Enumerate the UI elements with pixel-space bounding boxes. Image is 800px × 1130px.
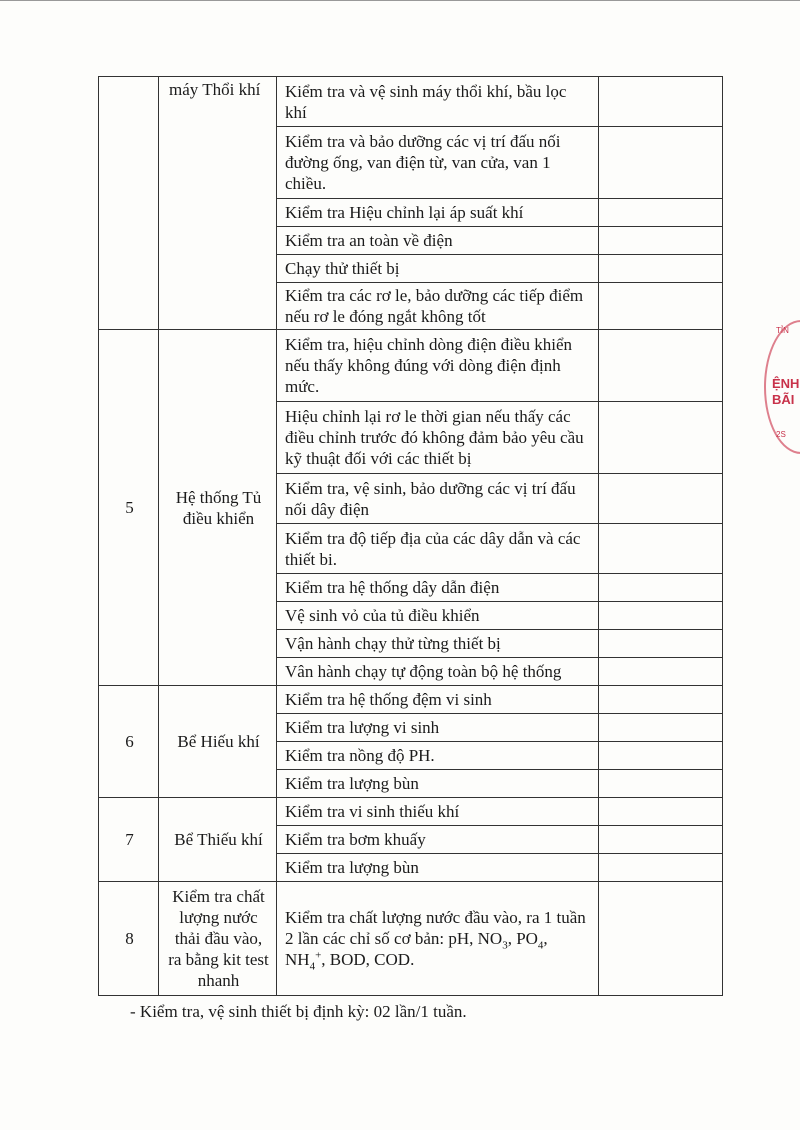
task-description: Hiệu chỉnh lại rơ le thời gian nếu thấy các điều chỉnh trước đó không đảm bảo yêu cầu kỹ thuật đối với các thiết bị — [277, 402, 599, 474]
task-description: Kiểm tra bơm khuấy — [277, 826, 599, 854]
task-text-part: 4 — [309, 960, 316, 973]
check-cell — [599, 227, 723, 255]
check-cell — [599, 882, 723, 996]
check-cell — [599, 199, 723, 227]
table-row — [99, 686, 723, 714]
task-description: Kiểm tra lượng vi sinh — [277, 714, 599, 742]
task-text-part: 3 — [502, 939, 508, 952]
task-description: Vệ sinh vỏ của tủ điều khiển — [277, 602, 599, 630]
red-seal-stamp — [764, 320, 800, 450]
task-description: Kiểm tra nồng độ PH. — [277, 742, 599, 770]
table-row — [99, 798, 723, 826]
check-cell — [599, 283, 723, 330]
check-cell — [599, 854, 723, 882]
stamp-text-2: BÃI — [772, 392, 795, 407]
task-text-part: + — [315, 949, 322, 962]
stamp-text-1: ỆNH — [772, 376, 800, 391]
task-description: Kiểm tra vi sinh thiếu khí — [277, 798, 599, 826]
task-description: Kiểm tra lượng bùn — [277, 770, 599, 798]
row-number: 5 — [99, 330, 159, 686]
task-description: Kiểm tra Hiệu chỉnh lại áp suất khí — [277, 199, 599, 227]
table-row — [99, 330, 723, 402]
check-cell — [599, 686, 723, 714]
task-text-part: , PO — [507, 929, 538, 948]
check-cell — [599, 630, 723, 658]
table-row — [99, 882, 723, 996]
check-cell — [599, 742, 723, 770]
task-description: Kiểm tra lượng bùn — [277, 854, 599, 882]
task-description: Kiểm tra và vệ sinh máy thổi khí, bầu lọc khí — [277, 77, 599, 127]
stamp-text-top: TỈN — [776, 326, 789, 335]
task-text-part: 4 — [537, 939, 544, 952]
task-description: Kiểm tra, hiệu chỉnh dòng điện điều khiển nếu thấy không đúng với dòng điện định mức. — [277, 330, 599, 402]
task-description: Kiểm tra và bảo dưỡng các vị trí đấu nối đường ống, van điện từ, van cửa, van 1 chiều. — [277, 127, 599, 199]
check-cell — [599, 402, 723, 474]
task-description: Kiểm tra an toàn về điện — [277, 227, 599, 255]
check-cell — [599, 714, 723, 742]
table-row — [99, 77, 723, 127]
check-cell — [599, 602, 723, 630]
task-text-part: Kiểm tra chất lượng nước đầu vào, ra 1 tuần 2 lần các chỉ số cơ bản: pH, NO — [285, 908, 586, 948]
row-number: 7 — [99, 798, 159, 882]
task-description: Vân hành chạy tự động toàn bộ hệ thống — [277, 658, 599, 686]
check-cell — [599, 77, 723, 127]
equipment-name: Bể Thiếu khí — [159, 798, 277, 882]
check-cell — [599, 524, 723, 574]
task-description: Kiểm tra, vệ sinh, bảo dưỡng các vị trí đấu nối dây điện — [277, 474, 599, 524]
task-description: Kiểm tra hệ thống đệm vi sinh — [277, 686, 599, 714]
task-description — [277, 882, 599, 996]
check-cell — [599, 770, 723, 798]
task-description: Vận hành chạy thử từng thiết bị — [277, 630, 599, 658]
row-number — [99, 77, 159, 330]
task-text-part: , BOD, COD. — [321, 950, 415, 969]
check-cell — [599, 255, 723, 283]
row-number: 6 — [99, 686, 159, 798]
check-cell — [599, 574, 723, 602]
check-cell — [599, 798, 723, 826]
task-description: Kiểm tra hệ thống dây dẫn điện — [277, 574, 599, 602]
equipment-name: Bể Hiếu khí — [159, 686, 277, 798]
check-cell — [599, 127, 723, 199]
task-description: Kiểm tra các rơ le, bảo dưỡng các tiếp điểm nếu rơ le đóng ngắt không tốt — [277, 283, 599, 330]
check-cell — [599, 330, 723, 402]
task-text-part: , NH — [285, 929, 548, 969]
maintenance-table — [98, 76, 723, 996]
row-number: 8 — [99, 882, 159, 996]
task-description: Chạy thử thiết bị — [277, 255, 599, 283]
maintenance-note: - Kiểm tra, vệ sinh thiết bị định kỳ: 02 lần/1 tuần. — [130, 1002, 467, 1021]
check-cell — [599, 826, 723, 854]
page-top-edge — [0, 0, 800, 1]
task-description: Kiểm tra độ tiếp địa của các dây dẫn và các thiết bi. — [277, 524, 599, 574]
check-cell — [599, 474, 723, 524]
equipment-name: Hệ thống Tủ điều khiển — [159, 330, 277, 686]
stamp-text-bottom: 2S — [776, 430, 786, 439]
equipment-name: Kiểm tra chất lượng nước thải đầu vào, ra bằng kit test nhanh — [159, 882, 277, 996]
equipment-name: máy Thổi khí — [159, 77, 277, 330]
check-cell — [599, 658, 723, 686]
